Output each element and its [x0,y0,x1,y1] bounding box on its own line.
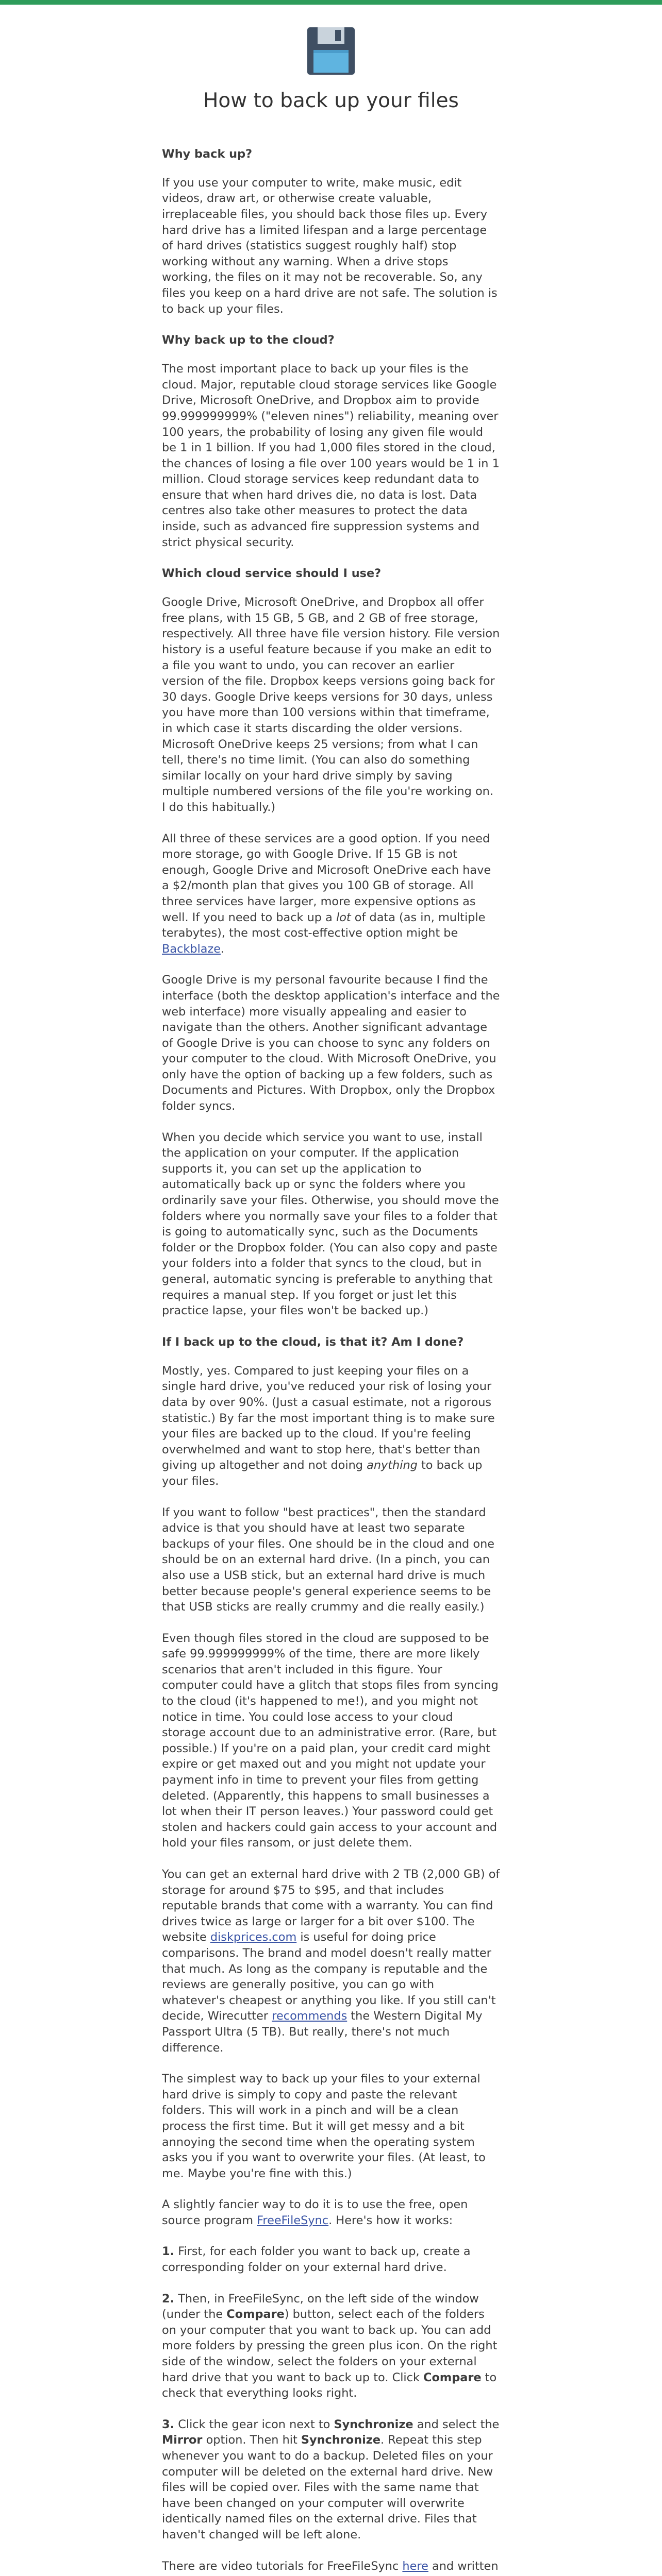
section-heading-why: Why back up? [162,147,253,161]
section-heading-which-service: Which cloud service should I use? [162,567,382,581]
bold-term: Synchronize [334,2417,413,2431]
text: A slightly fancier way to do it is to use the free, open source program [162,2198,468,2227]
text: First, for each folder you want to back up, create a corresponding folder on your external hard drive. [162,2245,471,2275]
paragraph [162,2197,500,2228]
emphasis: anything [367,1459,418,1472]
paragraph: The simplest way to back up your files to your external hard drive is simply to copy and paste the relevant folders. This will work in a pinch and will be a clean process the first time. But it will get messy and a bit annoying the second time when the operating system asks you if you want to overwrite your files. (At least, to me. Maybe you're fine with this.) [162,2072,486,2180]
paragraph: When you decide which service you want to use, install the application on your computer. If the application supports it, you can set up the application to automatically back up or sync the folders where you ordinarily save your files. Otherwise, you should move the folders where you normally save your files to a folder that is going to automatically sync, such as the Documents folder or the Dropbox folder. (You can also copy and paste your folders into a folder that syncs to the cloud, but in general, automatic syncing is preferable to anything that requires a manual step. If you forget or just let this practice lapse, your files won't be backed up.) [162,1130,499,1318]
step-number: 2. [162,2292,175,2306]
text: Then, in FreeFileSync, on the left side of the window (under the [162,2292,479,2321]
paragraph [162,2558,500,2576]
paragraph: If you want to follow "best practices", then the standard advice is that you should have at least two separate backups of your files. One should be in the cloud and one should be on an external hard drive. (In a pinch, you can also use a USB stick, but an external hard drive is much better because people's general experience seems to be that USB sticks are really crummy and die really easily.) [162,1505,495,1614]
paragraph: Google Drive is my personal favourite because I find the interface (both the desktop application's interface and the web interface) more visually appealing and easier to navigate than the others. Another significant advantage of Google Drive is you can choose to sync any folders on your computer to the cloud. With Microsoft OneDrive, you only have the option of backing up a few folders, such as Documents and Pictures. With Dropbox, only the Dropbox folder syncs. [162,973,500,1113]
text: . Here's how it works: [328,2213,453,2227]
text: of data (as in, multiple terabytes), the most cost-effective option might be [162,910,486,940]
text: and select the [413,2417,500,2431]
text: to back up your files. [162,1459,483,1488]
text: Click the gear icon next to [174,2417,334,2431]
paragraph [162,1867,500,2056]
text: the Western Digital My Passport Ultra (5 TB). But really, there's not much difference. [162,2009,483,2055]
bold-term: Synchronize [301,2433,381,2447]
text: There are video tutorials for FreeFileSync [162,2559,403,2573]
bold-term: Compare [423,2370,482,2384]
paragraph: The most important place to back up your files is the cloud. Major, reputable cloud storage services like Google Drive, Microsoft OneDrive, and Dropbox aim to provide 99.999999999% ("eleven nines") reliability, meaning over 100 years, the probability of losing any given file would be 1 in 1 billion. If you had 1,000 files stored in the cloud, the chances of losing a file over 100 years would be 1 in 1 million. Cloud storage services keep redundant data to ensure that when hard drives die, no data is lost. Data centres also take other measures to protect the data inside, such as advanced fire suppression systems and strict physical security. [162,362,500,549]
text: Mostly, yes. Compared to just keeping your files on a single hard drive, you've reduced your risk of losing your data by over 90%. (Just a casual estimate, not a rigorous statistic.) By far the most important thing is to make sure your files are backed up to the cloud. If you're feeling overwhelmed and want to stop here, that's better than giving up altogether and not doing [162,1364,495,1472]
video-tutorials-link[interactable]: here [402,2559,428,2573]
wirecutter-recommends-link[interactable]: recommends [272,2009,347,2023]
paragraph [162,831,500,957]
text: All three of these services are a good option. If you need more storage, go with Google Drive. If 15 GB is not enough, Google Drive and Microsoft OneDrive each have a $2/month plan that gives you 100 GB of storage. All three services have larger, more expensive options as well. If you need to back up a [162,832,491,924]
step-1 [162,2244,500,2275]
text: . Repeat this step whenever you want to do a backup. Deleted files on your computer will be deleted on the external hard drive. New files will be copied over. Files with the same name that have been changed on your computer will overwrite identically named files on the external drive. Files that haven't changed will be left alone. [162,2433,493,2541]
backblaze-link[interactable]: Backblaze [162,942,221,956]
section-heading-done: If I back up to the cloud, is that it? Am I done? [162,1335,464,1349]
text: to check that everything looks right. [162,2370,497,2400]
floppy-disk-icon [306,26,356,76]
bold-term: Compare [226,2308,285,2321]
text: ) button, select each of the folders on your computer that you want to back up. You can add more folders by pressing the green plus icon. On the right side of the window, select the folders on your external hard drive that you want to back up to. Click [162,2308,498,2384]
step-3 [162,2417,500,2543]
freefilesync-link[interactable]: FreeFileSync [257,2213,329,2227]
text: and written [432,2559,499,2573]
paragraph: Google Drive, Microsoft OneDrive, and Dropbox all offer free plans, with 15 GB, 5 GB, and 2 GB of free storage, respectively. All three have file version history. File version history is a useful feature because if you make an edit to a file you want to undo, you can recover an earlier version of the file. Dropbox keeps versions going back for 30 days. Google Drive keeps versions for 30 days, unless you have more than 100 versions within that timeframe, in which case it starts discarding the older versions. Microsoft OneDrive keeps 25 versions; from what I can tell, there's no time limit. (You can also do something similar locally on your hard drive simply by saving multiple numbered versions of the file you're working on. I do this habitually.) [162,596,500,814]
step-number: 1. [162,2245,175,2259]
section-heading-cloud: Why back up to the cloud? [162,333,335,347]
top-accent-bar [0,0,662,5]
emphasis: lot [336,910,351,924]
text: option. Then hit [202,2433,301,2447]
text: You can get an external hard drive with 2 TB (2,000 GB) of storage for around $75 to $95, and that includes reputable brands that come with a warranty. You can find drives twice as large or larger for a bit over $100. The website [162,1868,500,1944]
step-2 [162,2291,500,2401]
paragraph: If you use your computer to write, make music, edit videos, draw art, or otherwise create valuable, irreplaceable files, you should back those files up. Every hard drive has a limited lifespan and a large percentage of hard drives (statistics suggest roughly half) stop working without any warning. When a drive stops working, the files on it may not be recoverable. So, any files you keep on a hard drive are not safe. The solution is to back up your files. [162,176,498,316]
paragraph: Even though files stored in the cloud are supposed to be safe 99.999999999% of the time, there are more likely scenarios that aren't included in this figure. Your computer could have a glitch that stops files from syncing to the cloud (it's happened to me!), and you might not notice in time. You could lose access to your cloud storage account due to an administrative error. (Rare, but possible.) If you're on a paid plan, your credit card might expire or get maxed out and you might not update your payment info in time to prevent your files from getting deleted. (Apparently, this happens to small businesses a lot when their IT person leaves.) Your password could get stolen and hackers could gain access to your account and hold your files ransom, or just delete them. [162,1631,499,1850]
page-title: How to back up your files [203,89,459,112]
diskprices-link[interactable]: diskprices.com [210,1930,297,1944]
paragraph [162,1363,500,1489]
article-body [162,113,500,2576]
step-number: 3. [162,2417,175,2431]
text: . [221,942,225,956]
text: is useful for doing price comparisons. The brand and model doesn't really matter that much. As long as the company is reputable and the reviews are generally positive, you can go with whatever's cheapest or anything you like. If you still can't decide, Wirecutter [162,1930,496,2023]
logo-container [0,26,662,76]
bold-term: Mirror [162,2433,203,2447]
